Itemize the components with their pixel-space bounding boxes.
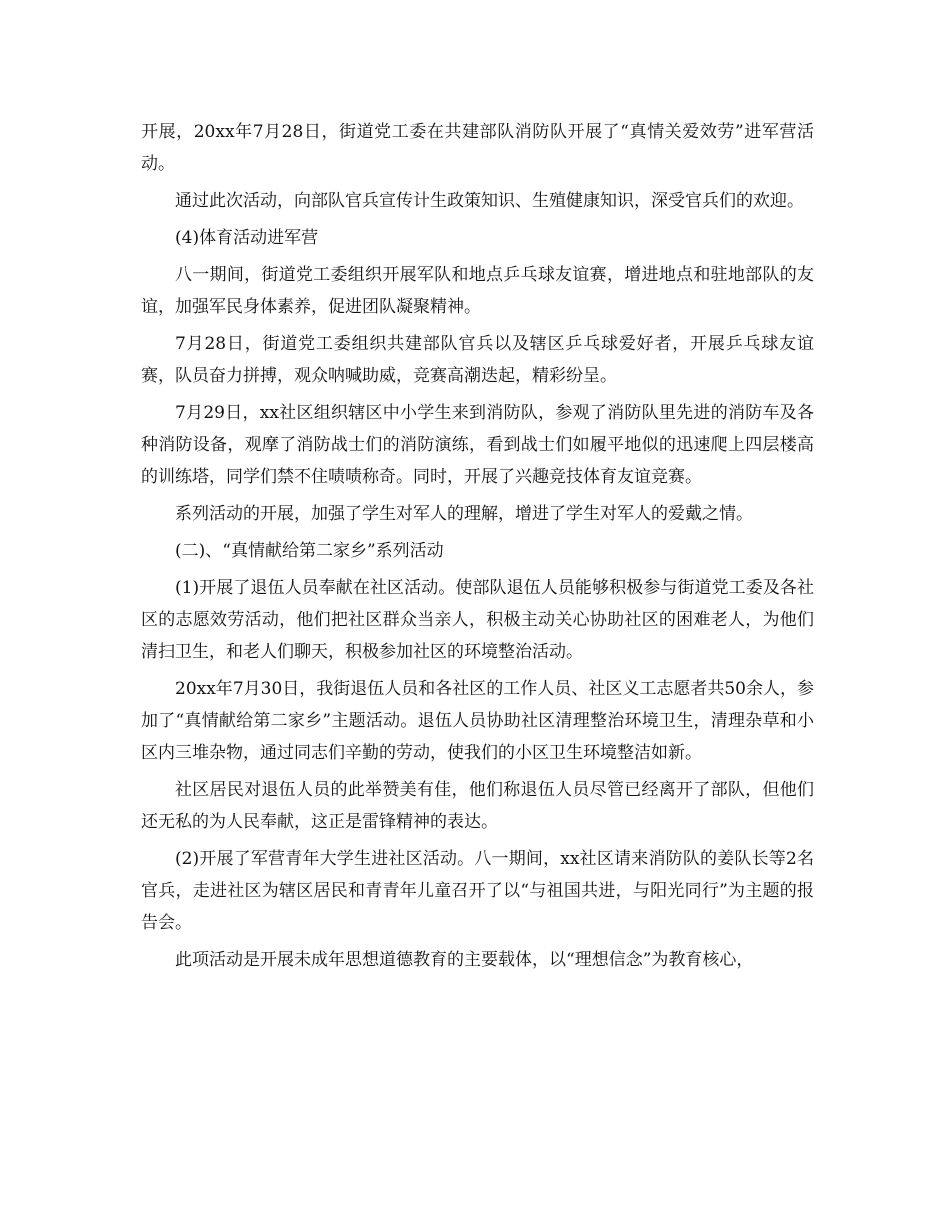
paragraph-9: 社区居民对退伍人员的此举赞美有佳，他们称退伍人员尽管已经离开了部队，但他们还无私的为人民奉献，这正是雷锋精神的表达。 — [141, 780, 814, 832]
paragraph-10: (2)开展了军营青年大学生进社区活动。八一期间，xx社区请来消防队的姜队长等2名官兵，走进社区为辖区居民和青青年儿童召开了以“与祖国共进，与阳光同行”为主题的报告会。 — [141, 849, 814, 933]
paragraph-7: (1)开展了退伍人员奉献在社区活动。使部队退伍人员能够积极参与街道党工委及各社区的志愿效劳活动，他们把社区群众当亲人，积极主动关心协助社区的困难老人，为他们清扫卫生，和老人们聊天，积极参加社区的环境整治活动。 — [141, 578, 814, 662]
paragraph-5: 7月29日，xx社区组织辖区中小学生来到消防队，参观了消防队里先进的消防车及各种消防设备，观摩了消防战士们的消防演练，看到战士们如履平地似的迅速爬上四层楼高的训练塔，同学们禁不住啧啧称奇。同时，开展了兴趣竞技体育友谊竞赛。 — [141, 403, 814, 487]
paragraph-3: 八一期间，街道党工委组织开展军队和地点乒乓球友谊赛，增进地点和驻地部队的友谊，加强军民身体素养，促进团队凝聚精神。 — [141, 265, 814, 317]
paragraph-8: 20xx年7月30日，我街退伍人员和各社区的工作人员、社区义工志愿者共50余人，参加了“真情献给第二家乡”主题活动。退伍人员协助社区清理整治环境卫生，清理杂草和小区内三堆杂物，通过同志们辛勤的劳动，使我们的小区卫生环境整洁如新。 — [141, 679, 814, 763]
paragraph-11: 此项活动是开展未成年思想道德教育的主要载体，以“理想信念”为教育核心， — [175, 950, 754, 970]
paragraph-4: 7月28日，街道党工委组织共建部队官兵以及辖区乒乓球爱好者，开展乒乓球友谊赛，队员奋力拼搏，观众呐喊助威，竞赛高潮迭起，精彩纷呈。 — [141, 334, 814, 386]
section-heading-second-hometown: (二)、“真情献给第二家乡”系列活动 — [175, 541, 444, 561]
section-heading-sports: (4)体育活动进军营 — [175, 228, 319, 248]
paragraph-6: 系列活动的开展，加强了学生对军人的理解，增进了学生对军人的爱戴之情。 — [175, 504, 753, 524]
paragraph-1: 开展，20xx年7月28日，街道党工委在共建部队消防队开展了“真情关爱效劳”进军营活动。 — [141, 122, 814, 174]
paragraph-2: 通过此次活动，向部队官兵宣传计生政策知识、生殖健康知识，深受官兵们的欢迎。 — [175, 191, 804, 211]
